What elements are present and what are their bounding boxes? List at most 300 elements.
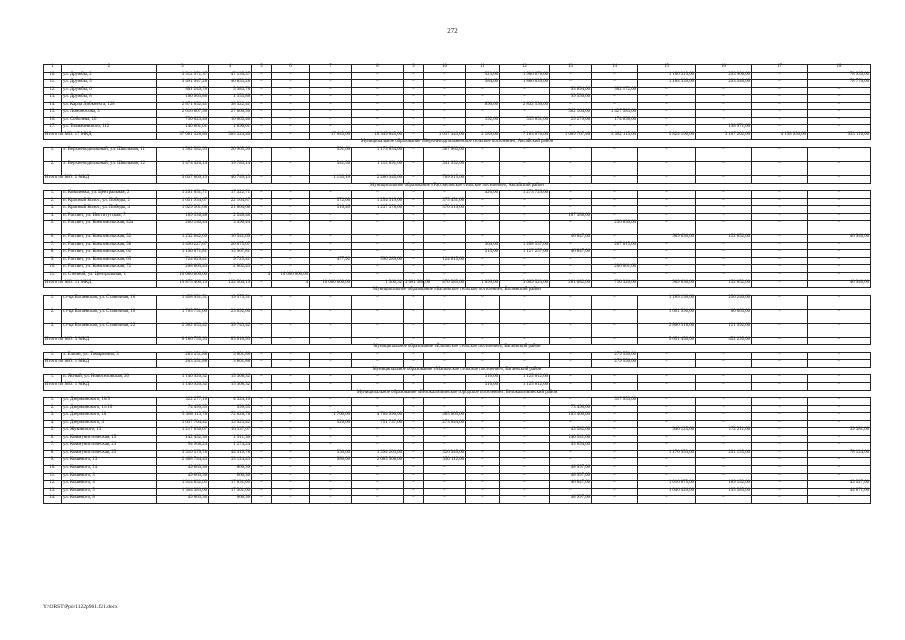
table-cell: –: [696, 198, 752, 206]
table-cell: –: [638, 398, 696, 406]
table-cell: –: [272, 488, 310, 496]
table-cell: –: [252, 162, 272, 176]
table-cell: 48 997,00: [550, 496, 592, 504]
table-cell: –: [404, 496, 424, 504]
table-cell: Муниципальное образование «Багаевское сельское поселение», Багаевский район: [44, 288, 871, 296]
table-cell: –: [466, 405, 500, 413]
table-cell: –: [252, 148, 272, 162]
table-cell: 375 451,00: [424, 198, 466, 206]
table-cell: –: [500, 488, 550, 496]
table-cell: –: [424, 250, 466, 258]
table-cell: 485 605,00: [424, 413, 466, 421]
table-cell: 5: [252, 65, 272, 73]
table-cell: 13.: [44, 95, 62, 103]
table-cell: –: [252, 465, 272, 473]
table-cell: 9: [404, 65, 424, 73]
table-cell: 1 496 227,67: [157, 242, 209, 250]
table-cell: –: [310, 352, 352, 360]
table-cell: 6 186 755,93: [157, 337, 209, 345]
table-cell: 152 852,00: [696, 235, 752, 243]
table-cell: –: [466, 309, 500, 323]
table-cell: 19 575,51: [209, 295, 252, 309]
table-cell: –: [550, 148, 592, 162]
table-cell: 21 864,68: [209, 206, 252, 214]
table-cell: –: [352, 428, 404, 436]
table-cell: –: [466, 87, 500, 95]
table-cell: –: [272, 420, 310, 428]
table-cell: 27 060,56: [209, 110, 252, 118]
table-cell: –: [592, 382, 638, 390]
table-cell: –: [404, 198, 424, 206]
table-cell: –: [696, 413, 752, 421]
table-cell: –: [752, 450, 808, 458]
table-cell: ул. Дружбы, 8: [62, 95, 157, 103]
table-cell: 2 468 744,43: [157, 458, 209, 466]
table-cell: 47 135,37: [209, 72, 252, 80]
table-cell: –: [752, 496, 808, 504]
table-cell: 49 663,36: [157, 465, 209, 473]
table-cell: –: [592, 162, 638, 176]
table-cell: –: [696, 87, 752, 95]
table-cell: –: [352, 405, 404, 413]
table-cell: –: [638, 265, 696, 273]
table-cell: –: [310, 221, 352, 235]
table-cell: –: [500, 176, 550, 184]
table-cell: –: [272, 235, 310, 243]
table-cell: –: [466, 273, 500, 281]
table-cell: –: [592, 481, 638, 489]
table-cell: 401 249,78: [157, 87, 209, 95]
table-cell: –: [752, 375, 808, 383]
table-cell: –: [808, 309, 871, 323]
table-cell: –: [424, 465, 466, 473]
table-cell: 1 232 842,69: [157, 235, 209, 243]
table-cell: 1 208 537,00: [500, 242, 550, 250]
table-cell: –: [550, 450, 592, 458]
table-cell: 10: [424, 65, 466, 73]
table-cell: 666,36: [209, 465, 252, 473]
table-cell: ул. Коммунистическая, 25: [62, 450, 157, 458]
table-cell: 591,66: [310, 148, 352, 162]
table-cell: –: [638, 257, 696, 265]
table-cell: –: [638, 420, 696, 428]
table-cell: –: [752, 280, 808, 288]
table-cell: –: [252, 110, 272, 118]
table-cell: 2 548,48: [209, 213, 252, 221]
table-cell: –: [252, 117, 272, 125]
table-cell: –: [424, 295, 466, 309]
table-cell: –: [272, 428, 310, 436]
table-cell: ул. Дружбы, 2: [62, 72, 157, 80]
table-cell: –: [808, 125, 871, 133]
table-cell: 1 125 612,00: [500, 382, 550, 390]
table-cell: –: [500, 125, 550, 133]
table-cell: –: [424, 360, 466, 368]
table-cell: 78 935,00: [808, 72, 871, 80]
table-cell: –: [310, 488, 352, 496]
table-cell: –: [592, 191, 638, 199]
table-cell: –: [404, 435, 424, 443]
table-cell: 3 490,44: [209, 221, 252, 235]
table-cell: п. Рассвет, ул. Комсомольская, 62: [62, 250, 157, 258]
table-cell: –: [500, 235, 550, 243]
table-cell: –: [592, 72, 638, 80]
table-cell: –: [252, 323, 272, 337]
table-cell: –: [752, 295, 808, 309]
table-cell: 8.: [44, 250, 62, 258]
table-cell: –: [404, 405, 424, 413]
table-cell: –: [752, 382, 808, 390]
table-cell: –: [272, 481, 310, 489]
table-cell: 46 946,00: [808, 280, 871, 288]
table-cell: 2.: [44, 405, 62, 413]
table-cell: –: [696, 465, 752, 473]
table-cell: –: [550, 360, 592, 368]
table-row: [44, 206, 871, 214]
table-cell: –: [550, 191, 592, 199]
table-cell: 1 661 996,00: [638, 309, 696, 323]
table-cell: –: [500, 352, 550, 360]
table-cell: ул. Толмачевского, 112: [62, 125, 157, 133]
table-row: [44, 435, 871, 443]
table-cell: –: [424, 481, 466, 489]
table-cell: –: [424, 443, 466, 451]
table-cell: 279 550,00: [592, 360, 638, 368]
table-cell: –: [272, 360, 310, 368]
table-cell: 48 997,00: [550, 465, 592, 473]
table-cell: –: [752, 110, 808, 118]
table-cell: 20 075,67: [209, 242, 252, 250]
table-cell: –: [310, 102, 352, 110]
table-cell: 2.: [44, 198, 62, 206]
table-cell: –: [696, 443, 752, 451]
table-cell: –: [352, 265, 404, 273]
table-cell: –: [272, 242, 310, 250]
table-cell: –: [424, 87, 466, 95]
table-cell: –: [404, 72, 424, 80]
table-cell: –: [272, 257, 310, 265]
table-cell: –: [592, 465, 638, 473]
table-cell: –: [424, 398, 466, 406]
table-cell: –: [808, 265, 871, 273]
table-cell: 10 000 000,00: [272, 273, 310, 281]
table-cell: ул. Кошевого, 13: [62, 458, 157, 466]
table-cell: 260 140,44: [157, 221, 209, 235]
table-cell: –: [272, 473, 310, 481]
table-cell: 1 189 136,00: [638, 295, 696, 309]
table-cell: –: [500, 458, 550, 466]
table-cell: –: [752, 337, 808, 345]
table-cell: –: [752, 473, 808, 481]
table-cell: –: [638, 198, 696, 206]
table-cell: 93 694,00: [550, 443, 592, 451]
table-cell: –: [550, 352, 592, 360]
table-cell: 5 651 450,00: [638, 337, 696, 345]
table-cell: –: [404, 148, 424, 162]
table-cell: 46 853,28: [209, 80, 252, 88]
table-cell: –: [404, 337, 424, 345]
table-cell: –: [550, 72, 592, 80]
table-cell: 80 063,00: [696, 309, 752, 323]
table-cell: 140 541,00: [550, 435, 592, 443]
table-row: [44, 375, 871, 383]
file-path-footer: Y:\ORST\Ppo\1122p961.f21.docx: [43, 604, 118, 610]
table-cell: 4: [272, 280, 310, 288]
table-cell: –: [272, 265, 310, 273]
table-cell: –: [352, 80, 404, 88]
table-cell: –: [404, 382, 424, 390]
table-cell: –: [424, 235, 466, 243]
table-cell: Итого по МО: 2 МКД: [44, 176, 157, 184]
table-cell: 1 217 636,67: [157, 428, 209, 436]
table-cell: 138 971,00: [696, 125, 752, 133]
table-cell: –: [272, 443, 310, 451]
table-cell: –: [352, 465, 404, 473]
table-cell: 420,00: [466, 191, 500, 199]
table-cell: –: [808, 95, 871, 103]
table-cell: –: [466, 337, 500, 345]
table-cell: –: [592, 443, 638, 451]
table-cell: –: [252, 382, 272, 390]
table-cell: 666,36: [209, 473, 252, 481]
table-cell: 1 046 426,00: [638, 488, 696, 496]
table-cell: –: [500, 405, 550, 413]
table-cell: –: [424, 265, 466, 273]
table-cell: –: [424, 72, 466, 80]
table-cell: 1 314 032,05: [157, 481, 209, 489]
table-cell: –: [752, 435, 808, 443]
table-cell: –: [808, 352, 871, 360]
table-cell: 350 112,00: [424, 458, 466, 466]
table-row: [44, 465, 871, 473]
table-cell: –: [466, 496, 500, 504]
table-cell: –: [424, 382, 466, 390]
table-cell: –: [424, 473, 466, 481]
table-cell: –: [752, 398, 808, 406]
table-cell: –: [466, 110, 500, 118]
table-cell: –: [592, 435, 638, 443]
table-cell: –: [752, 95, 808, 103]
table-cell: –: [808, 102, 871, 110]
table-cell: –: [808, 323, 871, 337]
table-cell: –: [352, 95, 404, 103]
table-cell: –: [404, 273, 424, 281]
table-cell: 7.: [44, 443, 62, 451]
table-cell: 13.: [44, 488, 62, 496]
table-cell: –: [638, 273, 696, 281]
table-cell: –: [500, 496, 550, 504]
table-cell: 317 953,00: [592, 398, 638, 406]
table-cell: –: [696, 398, 752, 406]
table-cell: –: [808, 191, 871, 199]
table-cell: –: [592, 80, 638, 88]
table-cell: –: [466, 198, 500, 206]
table-cell: –: [272, 213, 310, 221]
table-cell: 2 871 052,41: [157, 102, 209, 110]
table-cell: 953 116,00: [808, 132, 871, 140]
table-cell: 2 800 318,00: [638, 323, 696, 337]
table-cell: п. Рассвет, ул. Комсомольская, 42а: [62, 221, 157, 235]
table-cell: 1 911,36: [209, 435, 252, 443]
table-cell: –: [752, 465, 808, 473]
table-cell: –: [638, 87, 696, 95]
table-cell: –: [424, 375, 466, 383]
table-cell: 10 000 000,00: [157, 273, 209, 281]
table-cell: –: [808, 110, 871, 118]
table-cell: 10 000 000,00: [310, 280, 352, 288]
table-cell: –: [404, 102, 424, 110]
table-cell: –: [272, 110, 310, 118]
table-cell: –: [404, 465, 424, 473]
table-cell: –: [696, 405, 752, 413]
table-cell: –: [500, 206, 550, 214]
table-cell: 3 512 971,37: [157, 72, 209, 80]
table-cell: –: [310, 125, 352, 133]
table-cell: –: [352, 273, 404, 281]
table-cell: –: [592, 309, 638, 323]
table-cell: –: [424, 242, 466, 250]
table-row: [44, 323, 871, 337]
table-cell: –: [252, 125, 272, 133]
table-cell: –: [272, 465, 310, 473]
table-cell: 1 274,24: [209, 443, 252, 451]
table-cell: –: [550, 420, 592, 428]
table-cell: 7: [310, 65, 352, 73]
table-cell: –: [272, 132, 310, 140]
table-cell: –: [550, 273, 592, 281]
table-cell: –: [696, 206, 752, 214]
table-cell: –: [272, 162, 310, 176]
total-row: [44, 176, 871, 184]
table-cell: 283 351,88: [157, 360, 209, 368]
table-cell: –: [310, 295, 352, 309]
table-cell: –: [352, 352, 404, 360]
table-cell: Муниципальное образование «Белокалитвинское городское поселение», Белокалитвинский район: [44, 390, 871, 398]
table-cell: 44 871,00: [808, 488, 871, 496]
table-cell: –: [352, 473, 404, 481]
table-cell: –: [466, 458, 500, 466]
table-cell: –: [252, 450, 272, 458]
table-cell: п. Рассвет, ул. Комсомольская, 65: [62, 257, 157, 265]
table-cell: –: [638, 148, 696, 162]
table-cell: 6.: [44, 235, 62, 243]
table-cell: ст-ца Багаевская, ул. Станичная, 18: [62, 309, 157, 323]
table-cell: 1 458 951,51: [157, 295, 209, 309]
table-cell: 93 694,00: [550, 87, 592, 95]
table-cell: 530,00: [310, 450, 352, 458]
table-cell: 2 802,43: [209, 265, 252, 273]
table-cell: –: [252, 176, 272, 184]
table-cell: –: [500, 148, 550, 162]
table-cell: –: [500, 398, 550, 406]
table-cell: 206 061,00: [592, 265, 638, 273]
table-cell: –: [424, 80, 466, 88]
table-cell: –: [272, 102, 310, 110]
table-cell: –: [272, 191, 310, 199]
table-row: [44, 481, 871, 489]
table-cell: 1 474 426,14: [157, 162, 209, 176]
table-cell: –: [696, 110, 752, 118]
table-cell: –: [696, 250, 752, 258]
table-cell: –: [310, 235, 352, 243]
table-cell: –: [310, 265, 352, 273]
table-cell: –: [500, 87, 550, 95]
table-cell: –: [500, 360, 550, 368]
table-cell: –: [696, 420, 752, 428]
table-cell: –: [752, 72, 808, 80]
table-cell: –: [252, 87, 272, 95]
table-cell: –: [808, 458, 871, 466]
column-number-row: [44, 65, 871, 73]
table-cell: –: [424, 428, 466, 436]
table-cell: –: [550, 337, 592, 345]
table-cell: 3: [157, 65, 209, 73]
table-cell: –: [404, 176, 424, 184]
table-cell: –: [252, 132, 272, 140]
table-cell: –: [500, 481, 550, 489]
table-cell: –: [550, 323, 592, 337]
table-cell: –: [500, 309, 550, 323]
table-cell: 10 063,46: [209, 117, 252, 125]
table-cell: –: [352, 72, 404, 80]
table-cell: –: [310, 405, 352, 413]
table-cell: п. Красный Колос, ул. Победы, 2: [62, 198, 157, 206]
table-cell: 6.: [44, 435, 62, 443]
table-cell: –: [404, 242, 424, 250]
table-cell: –: [696, 257, 752, 265]
table-cell: –: [466, 265, 500, 273]
table-cell: –: [424, 213, 466, 221]
table-cell: –: [252, 213, 272, 221]
table-cell: –: [752, 360, 808, 368]
table-cell: 16 337,67: [209, 428, 252, 436]
table-cell: –: [352, 235, 404, 243]
table-cell: 4.: [44, 213, 62, 221]
table-cell: 44 419,78: [209, 450, 252, 458]
table-cell: –: [352, 360, 404, 368]
table-cell: –: [352, 213, 404, 221]
table-cell: –: [310, 382, 352, 390]
table-cell: 121 992,00: [696, 323, 752, 337]
table-cell: –: [404, 295, 424, 309]
table-cell: –: [752, 148, 808, 162]
table-cell: –: [424, 352, 466, 360]
table-cell: –: [550, 295, 592, 309]
table-cell: –: [404, 443, 424, 451]
table-cell: –: [696, 458, 752, 466]
table-cell: –: [352, 398, 404, 406]
table-cell: ул. Дзержинского, 18: [62, 413, 157, 421]
table-cell: –: [638, 95, 696, 103]
table-cell: 83 010,93: [209, 337, 252, 345]
table-cell: 20 965,99: [209, 148, 252, 162]
table-cell: –: [550, 458, 592, 466]
table-cell: –: [696, 375, 752, 383]
table-cell: –: [252, 102, 272, 110]
table-cell: 1.: [44, 295, 62, 309]
table-cell: 140 861,01: [157, 125, 209, 133]
table-cell: 267 615,00: [592, 242, 638, 250]
table-cell: –: [310, 465, 352, 473]
table-cell: 10.: [44, 72, 62, 80]
table-cell: –: [592, 257, 638, 265]
table-cell: –: [252, 235, 272, 243]
table-cell: 279 550,00: [592, 352, 638, 360]
table-cell: –: [310, 117, 352, 125]
table-cell: –: [500, 110, 550, 118]
table-cell: 477,92: [310, 257, 352, 265]
table-cell: 310,00: [466, 375, 500, 383]
